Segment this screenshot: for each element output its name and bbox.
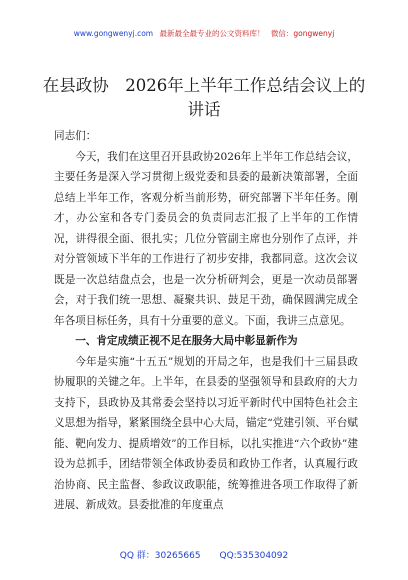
footer-qq-group: QQ 群：30265665 bbox=[119, 551, 201, 561]
section-heading: 一、肯定成绩正视不足在服务大局中彰显新作为 bbox=[75, 335, 298, 347]
document-body bbox=[54, 126, 358, 516]
page-header bbox=[0, 28, 408, 39]
page-footer bbox=[0, 548, 408, 561]
section-paragraph: 今年是实施“十五五”规划的开局之年，也是我们十三届县政协履职的关键之年。上半年，在县委的坚强领导和县政府的大力支持下，县政协及其常委会坚持以习近平新时代中国特色社会主义思想为指导，紧紧围绕全县中心大局，锚定“党建引领、平台赋能、靶向发力、提质增效”的工作目标，以扎实推进“六个政协”建设为总抓手，团结带领全体政协委员和政协工作者，认真履行政治协商、民主监督、参政议政职能，统筹推进各项工作取得了新进展、新成效。县委批准的年度重点 bbox=[54, 355, 358, 511]
salutation: 同志们： bbox=[54, 130, 97, 142]
header-slogan: 最新最全最专业的公文资料库！ bbox=[159, 29, 265, 38]
intro-paragraph: 今天，我们在这里召开县政协2026年上半年工作总结会议，主要任务是深入学习贯彻上级党委和县委的最新决策部署，全面总结上半年工作，客观分析当前形势，研究部署下半年任务。刚才，办公室和各专门委员会的负责同志汇报了上半年的工作情况，讲得很全面、很扎实；几位分管副主席也分别作了点评，并对分管领域下半年的工作进行了初步安排，我都同意。这次会议既是一次总结盘点会，也是一次分析研判会，更是一次动员部署会，对于我们统一思想、凝聚共识、鼓足干劲，确保圆满完成全年各项目标任务，具有十分重要的意义。下面，我讲三点意见。 bbox=[54, 150, 358, 327]
header-wechat: 微信：gongwenyj bbox=[270, 29, 335, 38]
document-title: 在县政协 2026年上半年工作总结会议上的讲话 bbox=[42, 76, 366, 119]
header-site-link[interactable]: www.gongwenyj.com bbox=[73, 29, 154, 38]
footer-qq: QQ:535304092 bbox=[219, 551, 289, 561]
